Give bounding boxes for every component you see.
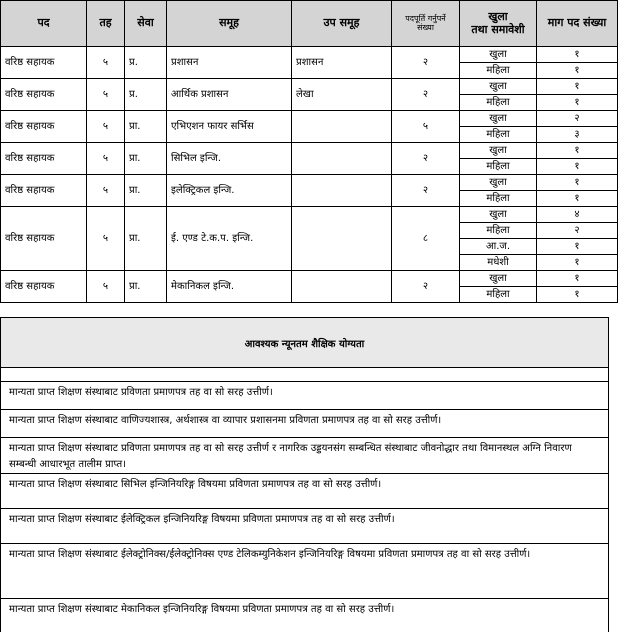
cell-pad: वरिष्ठ सहायक [1, 79, 87, 111]
table-row [1, 207, 618, 223]
header-khula [460, 1, 537, 47]
cell-upa-samuha: लेखा [292, 79, 392, 111]
cell-mag-count: १ [537, 287, 618, 303]
cell-khula-type: आ.ज. [460, 239, 537, 255]
cell-upa-samuha [292, 111, 392, 143]
qualification-row: मान्यता प्राप्त शिक्षण संस्थाबाट प्रविणता प्रमाणपत्र तह वा सो सरह उत्तीर्ण। [1, 382, 608, 410]
cell-samuha: आर्थिक प्रशासन [167, 79, 292, 111]
cell-mag-count: २ [537, 223, 618, 239]
cell-pad: वरिष्ठ सहायक [1, 207, 87, 271]
cell-samuha: ई. एण्ड टे.क.प. इन्जि. [167, 207, 292, 271]
header-pad: पद [1, 1, 87, 47]
cell-padpurti: २ [392, 175, 460, 207]
cell-mag-count: ४ [537, 207, 618, 223]
cell-khula-type: महिला [460, 127, 537, 143]
header-taha: तह [87, 1, 125, 47]
cell-upa-samuha: प्रशासन [292, 47, 392, 79]
cell-khula-type: मधेशी [460, 255, 537, 271]
cell-khula-type: महिला [460, 191, 537, 207]
cell-khula-type: खुला [460, 47, 537, 63]
cell-mag-count: १ [537, 95, 618, 111]
header-khula-line1: खुला [488, 10, 508, 24]
cell-sewa: प्रा. [125, 175, 167, 207]
cell-mag-count: १ [537, 63, 618, 79]
cell-khula-type: खुला [460, 79, 537, 95]
cell-taha: ५ [87, 271, 125, 303]
cell-padpurti: २ [392, 143, 460, 175]
cell-padpurti: २ [392, 271, 460, 303]
cell-khula-type: महिला [460, 159, 537, 175]
header-khula-line2: तथा समावेशी [471, 22, 525, 36]
cell-taha: ५ [87, 79, 125, 111]
cell-khula-type: खुला [460, 207, 537, 223]
cell-upa-samuha [292, 175, 392, 207]
cell-mag-count: ३ [537, 127, 618, 143]
table-row [1, 271, 618, 287]
cell-samuha: प्रशासन [167, 47, 292, 79]
cell-khula-type: खुला [460, 271, 537, 287]
header-mag: माग पद संख्या [537, 1, 618, 47]
table-row [1, 111, 618, 127]
table-row [1, 175, 618, 191]
cell-khula-type: खुला [460, 143, 537, 159]
cell-pad: वरिष्ठ सहायक [1, 143, 87, 175]
cell-mag-count: २ [537, 111, 618, 127]
cell-mag-count: १ [537, 255, 618, 271]
qualification-spacer [1, 368, 608, 382]
cell-pad: वरिष्ठ सहायक [1, 175, 87, 207]
cell-upa-samuha [292, 143, 392, 175]
cell-khula-type: महिला [460, 95, 537, 111]
cell-khula-type: महिला [460, 287, 537, 303]
cell-mag-count: १ [537, 143, 618, 159]
table-row [1, 143, 618, 159]
header-upa-samuha: उप समूह [292, 1, 392, 47]
cell-sewa: प्रा. [125, 271, 167, 303]
cell-khula-type: खुला [460, 175, 537, 191]
cell-padpurti: २ [392, 79, 460, 111]
qualification-row: मान्यता प्राप्त शिक्षण संस्थाबाट ईलेक्ट्रिकल इन्जिनियरिङ्ग विषयमा प्रविणता प्रमाणपत्र तह वा सो सरह उत्तीर्ण। [1, 509, 608, 544]
qualification-row: मान्यता प्राप्त शिक्षण संस्थाबाट प्रविणता प्रमाणपत्र तह वा सो सरह उत्तीर्ण र नागरिक उड्डयनसंग सम्बन्धित संस्थाबाट जीवनोद्धार तथा विमानस्थल अग्नि निवारण सम्बन्धी आधारभूत तालीम प्राप्त। [1, 438, 608, 474]
cell-mag-count: १ [537, 159, 618, 175]
cell-samuha: सिभिल इन्जि. [167, 143, 292, 175]
qualification-section [0, 317, 609, 632]
cell-mag-count: १ [537, 239, 618, 255]
cell-khula-type: महिला [460, 223, 537, 239]
cell-mag-count: १ [537, 271, 618, 287]
cell-padpurti: ५ [392, 111, 460, 143]
cell-taha: ५ [87, 175, 125, 207]
cell-sewa: प्र. [125, 79, 167, 111]
vacancy-table [0, 0, 618, 303]
cell-sewa: प्रा. [125, 207, 167, 271]
qualification-title: आवश्यक न्यूनतम शैक्षिक योग्यता [1, 318, 608, 368]
cell-taha: ५ [87, 207, 125, 271]
cell-pad: वरिष्ठ सहायक [1, 111, 87, 143]
cell-mag-count: १ [537, 191, 618, 207]
cell-samuha: इलेक्ट्रिकल इन्जि. [167, 175, 292, 207]
header-padpurti: पदपूर्ति गर्नुपर्ने संख्या [392, 1, 460, 47]
table-body [1, 47, 618, 303]
cell-samuha: मेकानिकल इन्जि. [167, 271, 292, 303]
cell-padpurti: २ [392, 47, 460, 79]
cell-khula-type: खुला [460, 111, 537, 127]
table-row [1, 79, 618, 95]
cell-mag-count: १ [537, 175, 618, 191]
qualification-row: मान्यता प्राप्त शिक्षण संस्थाबाट मेकानिकल इन्जिनियरिङ्ग विषयमा प्रविणता प्रमाणपत्र तह वा सो सरह उत्तीर्ण। [9, 604, 395, 615]
cell-pad: वरिष्ठ सहायक [1, 47, 87, 79]
cell-pad: वरिष्ठ सहायक [1, 271, 87, 303]
cell-upa-samuha [292, 207, 392, 271]
header-sewa: सेवा [125, 1, 167, 47]
cell-taha: ५ [87, 111, 125, 143]
cell-sewa: प्र. [125, 47, 167, 79]
qualification-row: मान्यता प्राप्त शिक्षण संस्थाबाट ईलेक्ट्रोनिक्स/ईलेक्ट्रोनिक्स एण्ड टेलिकम्युनिकेशन इन्जिनियरिङ्ग विषयमा प्रविणता प्रमाणपत्र तह वा सो सरह उत्तीर्ण। [1, 544, 608, 599]
header-samuha: समूह [167, 1, 292, 47]
table-header-row [1, 1, 618, 47]
cell-sewa: प्रा. [125, 111, 167, 143]
cell-samuha: एभिएशन फायर सर्भिस [167, 111, 292, 143]
cell-upa-samuha [292, 271, 392, 303]
cell-mag-count: १ [537, 47, 618, 63]
cell-padpurti: ८ [392, 207, 460, 271]
table-row [1, 47, 618, 63]
qualification-row: मान्यता प्राप्त शिक्षण संस्थाबाट वाणिज्यशास्त्र, अर्थशास्त्र वा व्यापार प्रशासनमा प्रविणता प्रमाणपत्र तह वा सो सरह उत्तीर्ण। [1, 410, 608, 438]
qualification-row: मान्यता प्राप्त शिक्षण संस्थाबाट सिभिल इन्जिनियरिङ्ग विषयमा प्रविणता प्रमाणपत्र तह वा सो सरह उत्तीर्ण। [1, 474, 608, 509]
cell-taha: ५ [87, 47, 125, 79]
cell-mag-count: १ [537, 79, 618, 95]
cell-sewa: प्रा. [125, 143, 167, 175]
cell-taha: ५ [87, 143, 125, 175]
cell-khula-type: महिला [460, 63, 537, 79]
